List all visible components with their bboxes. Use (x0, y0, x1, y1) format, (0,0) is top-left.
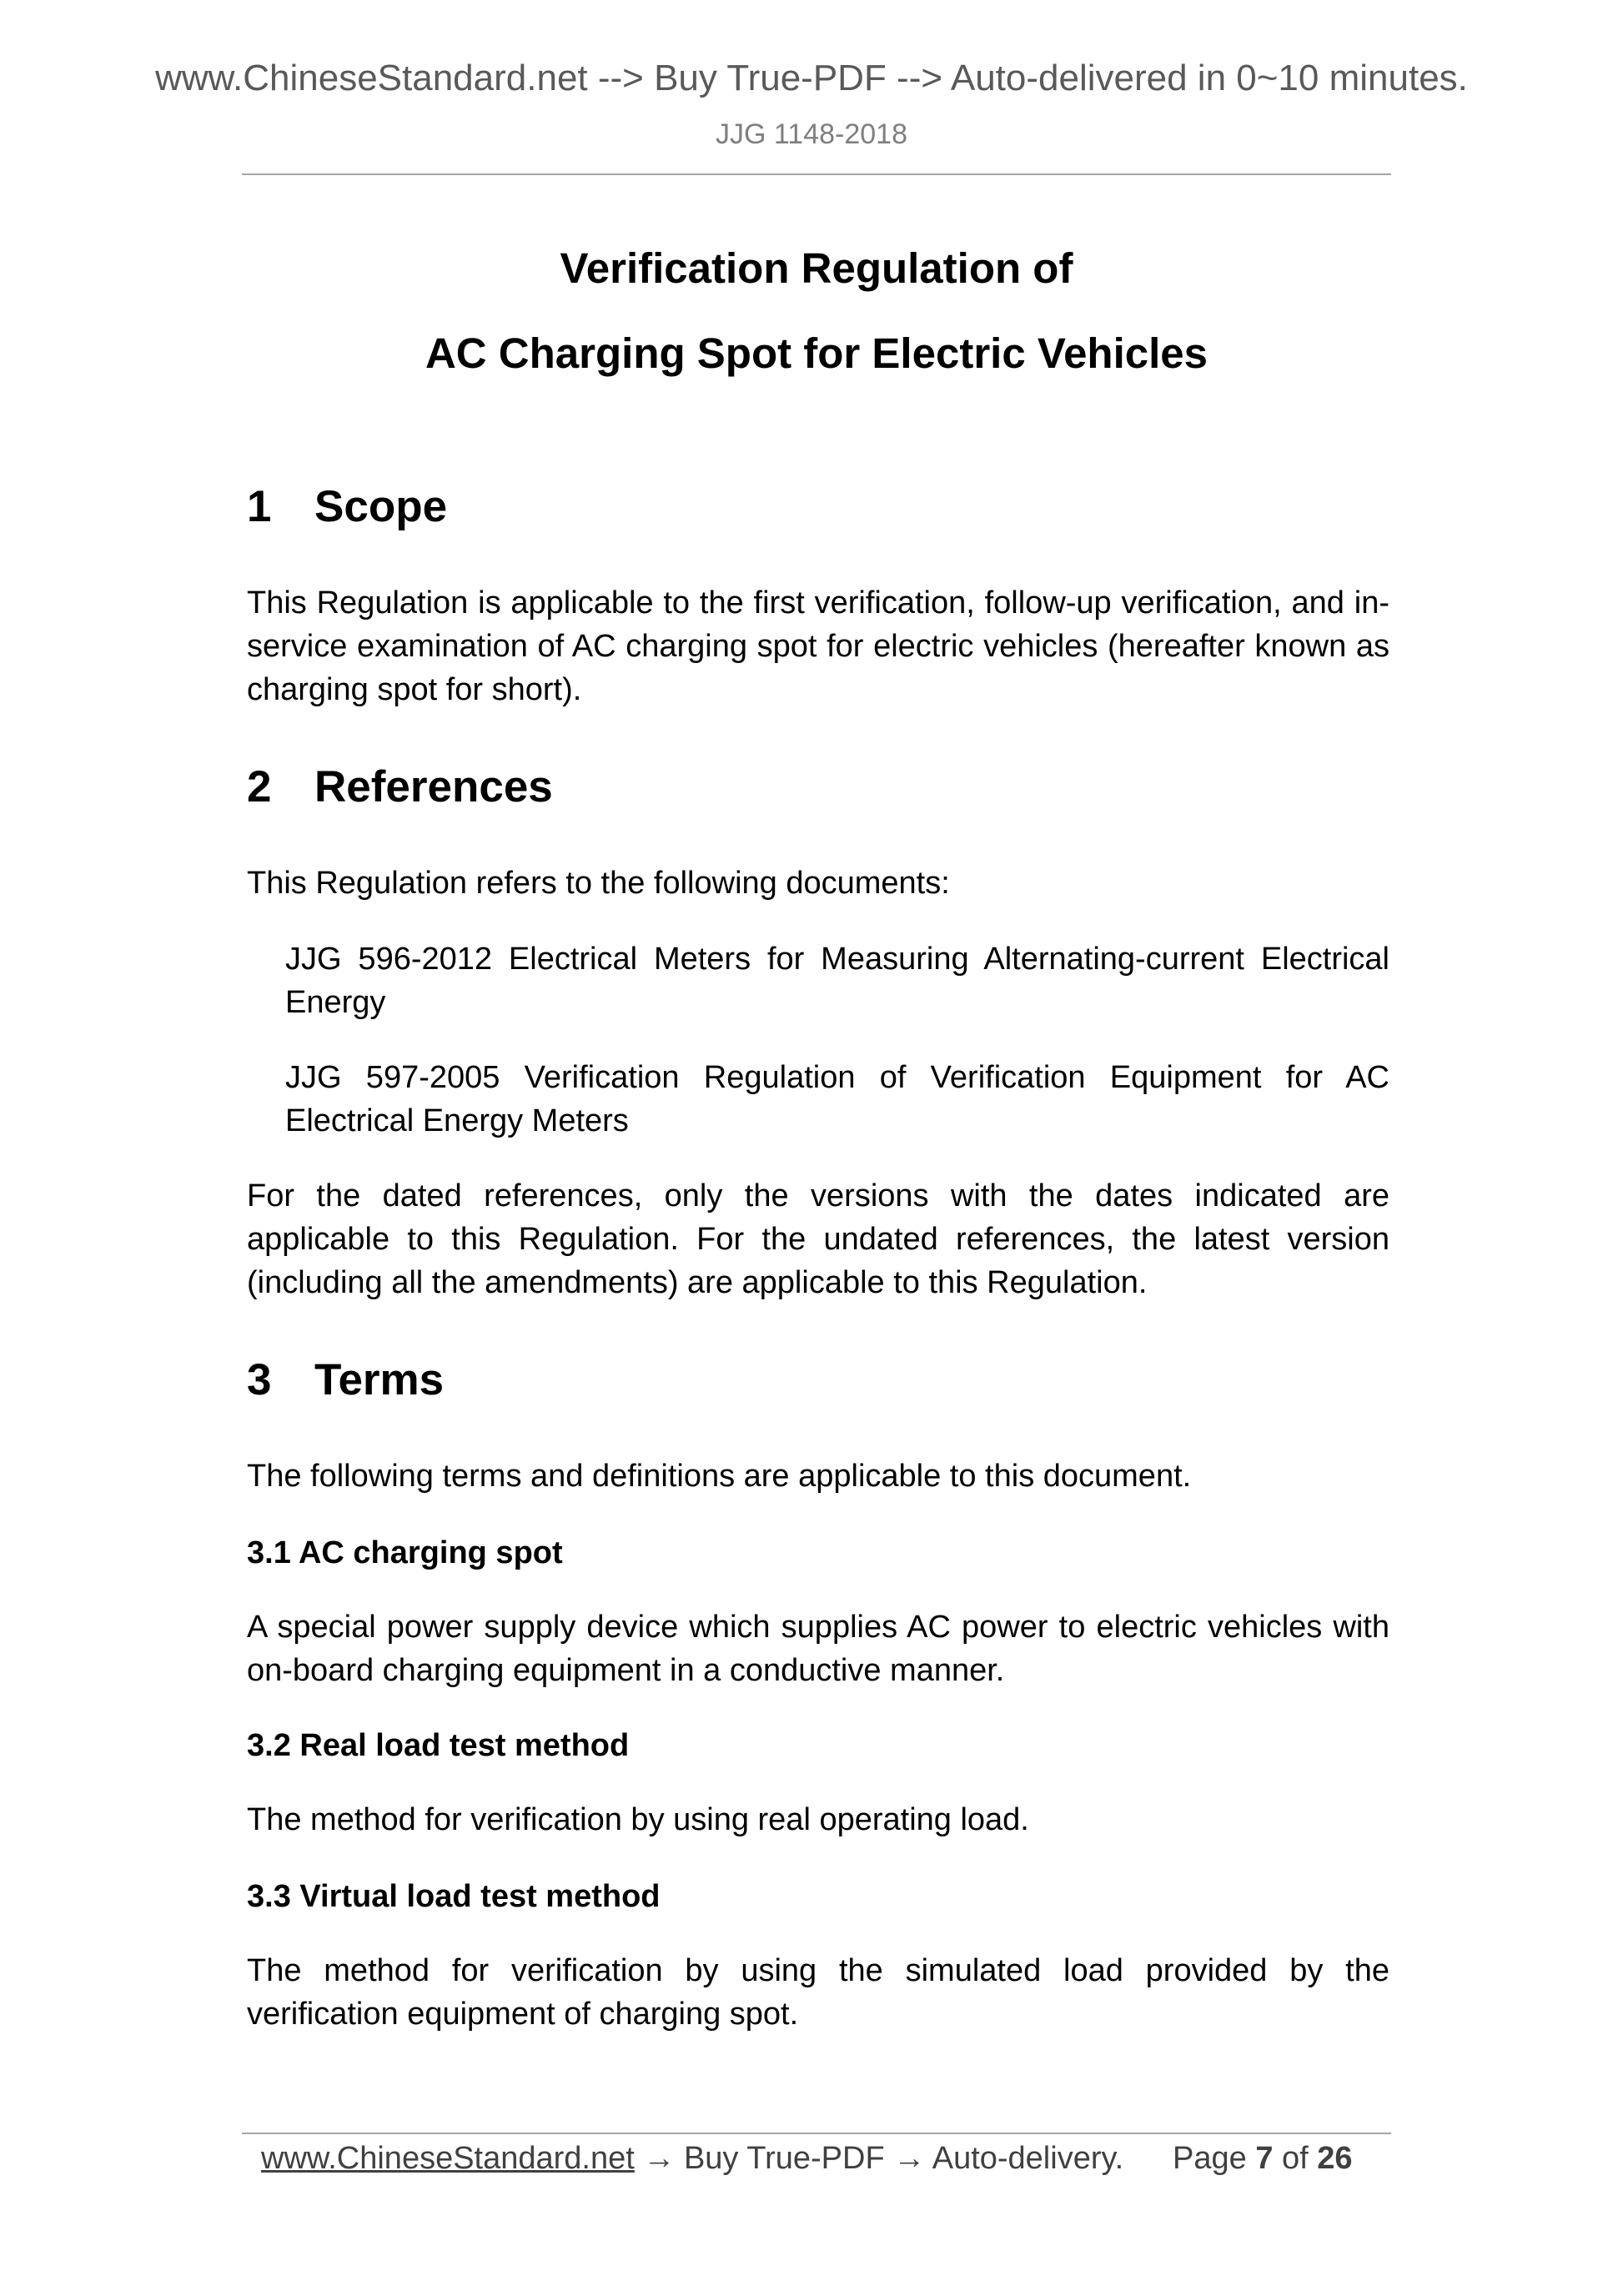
section-2-title: References (314, 762, 553, 811)
terms-intro: The following terms and definitions are applicable to this document. (247, 1459, 1192, 1494)
header-banner: www.ChineseStandard.net --> Buy True-PDF --> Auto-delivered in 0~10 minutes. (155, 58, 1468, 98)
term-heading: 3.3 Virtual load test method (247, 1879, 661, 1914)
page-label: Page (1173, 2141, 1247, 2176)
section-1-number: 1 (247, 482, 272, 531)
page-number: 7 (1255, 2141, 1274, 2176)
reference-item: JJG 596-2012 Electrical Meters for Measuring Alternating-current Electrical Energy (285, 942, 1389, 1020)
footer-link-line (261, 2143, 1123, 2174)
term-heading: 3.1 AC charging spot (247, 1535, 563, 1570)
header-divider (242, 173, 1391, 175)
scope-paragraph: This Regulation is applicable to the first verification, follow-up verification, and in-service examination of AC charging spot for electric vehicles (hereafter known as charging spot for short). (247, 585, 1389, 707)
page-indicator (1173, 2143, 1353, 2174)
page-total: 26 (1317, 2141, 1353, 2176)
title-line-2: AC Charging Spot for Electric Vehicles (425, 329, 1208, 377)
section-3-title: Terms (314, 1355, 445, 1404)
term-heading: 3.2 Real load test method (247, 1728, 630, 1763)
section-1-title: Scope (314, 482, 448, 531)
references-note: For the dated references, only the versions with the dates indicated are applicable to this Regulation. For the undated references, the latest version (including all the amendments) are applicable to this Regulation. (247, 1178, 1389, 1300)
reference-item: JJG 597-2005 Verification Regulation of Verification Equipment for AC Electrical Energy Meters (285, 1060, 1389, 1138)
arrow-right-icon: → (893, 2141, 926, 2176)
footer-website-link[interactable]: www.ChineseStandard.net (261, 2141, 635, 2176)
footer-divider (242, 2133, 1391, 2134)
title-line-1: Verification Regulation of (560, 244, 1073, 292)
term-definition: The method for verification by using the simulated load provided by the verification equipment of charging spot. (247, 1953, 1389, 2032)
footer-buy-text: Buy True-PDF (683, 2141, 885, 2176)
arrow-right-icon: → (643, 2141, 676, 2176)
document-code: JJG 1148-2018 (716, 118, 907, 150)
term-definition: A special power supply device which supplies AC power to electric vehicles with on-board charging equipment in a conductive manner. (247, 1610, 1389, 1688)
of-label: of (1282, 2141, 1309, 2176)
term-definition: The method for verification by using real operating load. (247, 1802, 1029, 1837)
section-3-number: 3 (247, 1355, 272, 1404)
references-intro: This Regulation refers to the following documents: (247, 866, 950, 901)
section-2-number: 2 (247, 762, 272, 811)
footer-delivery-text: Auto-delivery. (932, 2141, 1124, 2176)
